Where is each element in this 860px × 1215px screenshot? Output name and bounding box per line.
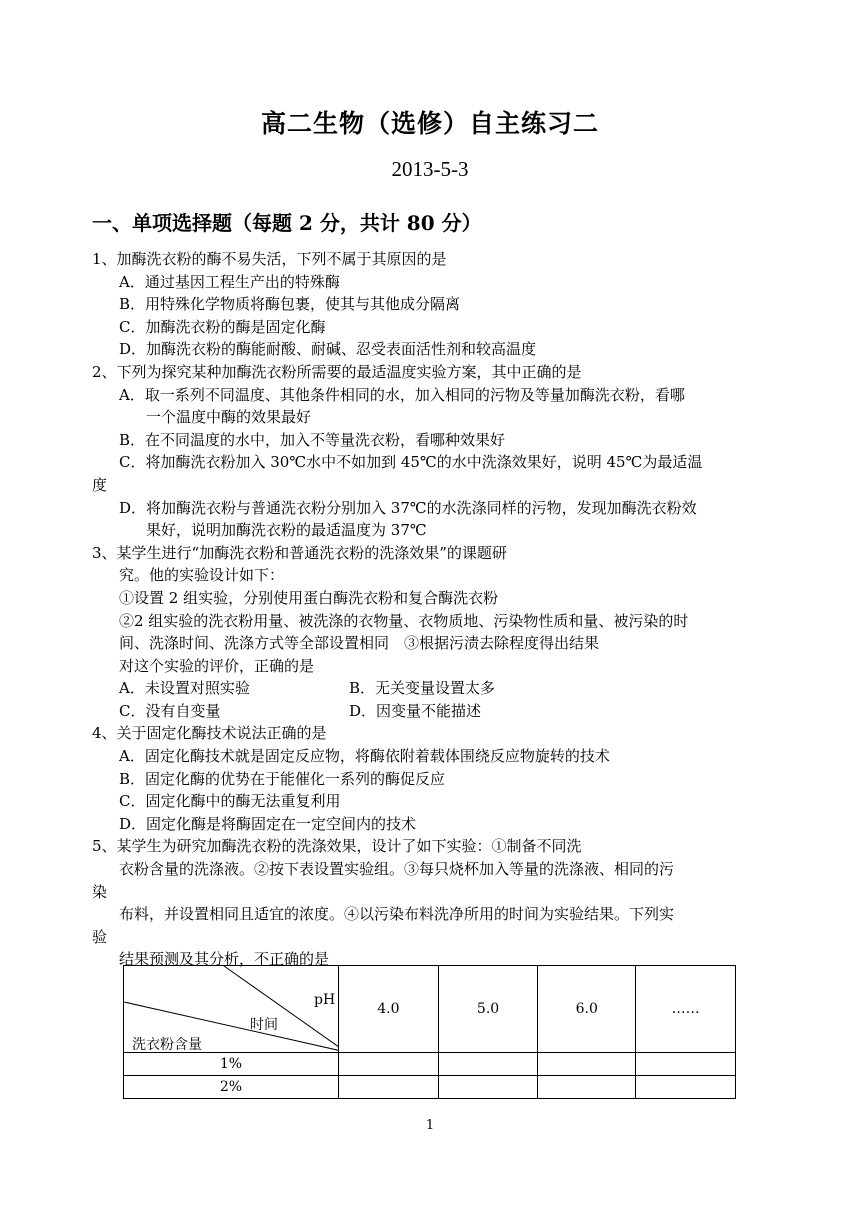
q3-option-b: B．无关变量设置太多 — [349, 679, 496, 698]
q1-option-d: D．加酶洗衣粉的酶能耐酸、耐碱、忍受表面活性剂和较高温度 — [119, 340, 537, 359]
q4-stem: 4、关于固定化酶技术说法正确的是 — [92, 724, 327, 743]
q2-option-a-line2: 一个温度中酶的效果最好 — [146, 408, 312, 427]
q5-stem-line2: 衣粉含量的洗涤液。②按下表设置实验组。③每只烧杯加入等量的洗涤液、相同的污 — [119, 860, 675, 879]
q3-option-c: C．没有自变量 — [119, 701, 221, 720]
page-number: 1 — [425, 1118, 435, 1133]
q5-stem-line4: 结果预测及其分析，不正确的是 — [119, 950, 330, 969]
q3-step2-line1: ②2 组实验的洗衣粉用量、被洗涤的衣物量、衣物质地、污染物性质和量、被污染的时 — [119, 611, 689, 630]
question-body — [92, 248, 770, 971]
q3-step1: ①设置 2 组实验，分别使用蛋白酶洗衣粉和复合酶洗衣粉 — [119, 588, 499, 607]
col-header-5: 5.0 — [438, 966, 538, 1053]
table-row — [124, 1076, 736, 1099]
q5-stem-line1: 5、某学生为研究加酶洗衣粉的洗涤效果，设计了如下实验：①制备不同洗 — [92, 837, 582, 856]
q2-option-d-line1: D．将加酶洗衣粉与普通洗衣粉分别加入 37℃的水洗涤同样的污物，发现加酶洗衣粉效 — [119, 498, 697, 517]
q3-option-a: A．未设置对照实验 — [119, 679, 250, 698]
q4-option-c: C．固定化酶中的酶无法重复利用 — [119, 792, 341, 811]
page-title: 高二生物（选修）自主练习二 — [260, 109, 599, 138]
q5-stem-line3-wrap: 验 — [92, 927, 108, 946]
header-ph: pH — [314, 992, 336, 1008]
col-header-more: …… — [636, 966, 736, 1053]
q2-stem: 2、下列为探究某种加酶洗衣粉所需要的最适温度实验方案，其中正确的是 — [92, 362, 582, 381]
date-line: 2013-5-3 — [391, 157, 469, 181]
table-cell — [438, 1076, 538, 1099]
q2-option-d-line2: 果好，说明加酶洗衣粉的最适温度为 37℃ — [146, 521, 427, 540]
table-row — [124, 1053, 736, 1076]
q1-option-b: B．用特殊化学物质将酶包裹，使其与其他成分隔离 — [119, 295, 461, 314]
q3-ask: 对这个实验的评价，正确的是 — [119, 656, 315, 675]
q5-stem-line3: 布料，并设置相同且适宜的浓度。④以污染布料洗净所用的时间为实验结果。下列实 — [119, 905, 675, 924]
q3-stem-line1: 3、某学生进行“加酶洗衣粉和普通洗衣粉的洗涤效果”的课题研 — [92, 543, 507, 562]
header-detergent: 洗衣粉含量 — [132, 1037, 202, 1053]
table-cell — [538, 1053, 636, 1076]
table-diagonal-header — [124, 966, 339, 1053]
section-heading: 一、单项选择题（每题 2 分，共计 80 分） — [92, 211, 482, 235]
q3-options-cd — [92, 700, 770, 723]
q2-option-b: B．在不同温度的水中，加入不等量洗衣粉，看哪种效果好 — [119, 430, 506, 449]
q3-stem-line2: 究。他的实验设计如下： — [119, 566, 285, 585]
table-header-row — [124, 966, 736, 1053]
table-cell — [339, 1053, 439, 1076]
q1-option-a: A．通过基因工程生产出的特殊酶 — [119, 272, 340, 291]
col-header-4: 4.0 — [339, 966, 439, 1053]
q4-option-b: B．固定化酶的优势在于能催化一系列的酶促反应 — [119, 769, 446, 788]
q3-options-ab — [92, 677, 770, 700]
q4-option-a: A．固定化酶技术就是固定反应物，将酶依附着载体围绕反应物旋转的技术 — [119, 747, 610, 766]
q3-step2-line2: 间、洗涤时间、洗涤方式等全部设置相同 ③根据污渍去除程度得出结果 — [119, 634, 600, 653]
header-time: 时间 — [250, 1017, 278, 1033]
q1-option-c: C．加酶洗衣粉的酶是固定化酶 — [119, 317, 326, 336]
row-label-1pct: 1% — [124, 1053, 339, 1076]
q1-stem: 1、加酶洗衣粉的酶不易失活，下列不属于其原因的是 — [92, 250, 447, 268]
row-label-2pct: 2% — [124, 1076, 339, 1099]
table-cell — [339, 1076, 439, 1099]
experiment-table — [123, 965, 736, 1099]
q2-option-a-line1: A．取一系列不同温度、其他条件相同的水，加入相同的污物及等量加酶洗衣粉，看哪 — [119, 385, 685, 404]
q2-option-c-line1: C．将加酶洗衣粉加入 30℃水中不如加到 45℃的水中洗涤效果好，说明 45℃为最适温 — [119, 453, 703, 472]
q2-option-c-line2: 度 — [92, 475, 108, 494]
table-cell — [636, 1053, 736, 1076]
col-header-6: 6.0 — [538, 966, 636, 1053]
q5-stem-line2-wrap: 染 — [92, 882, 108, 901]
table-cell — [538, 1076, 636, 1099]
q3-option-d: D．因变量不能描述 — [349, 701, 482, 720]
table-cell — [438, 1053, 538, 1076]
q4-option-d: D．固定化酶是将酶固定在一定空间内的技术 — [119, 814, 417, 833]
table-cell — [636, 1076, 736, 1099]
